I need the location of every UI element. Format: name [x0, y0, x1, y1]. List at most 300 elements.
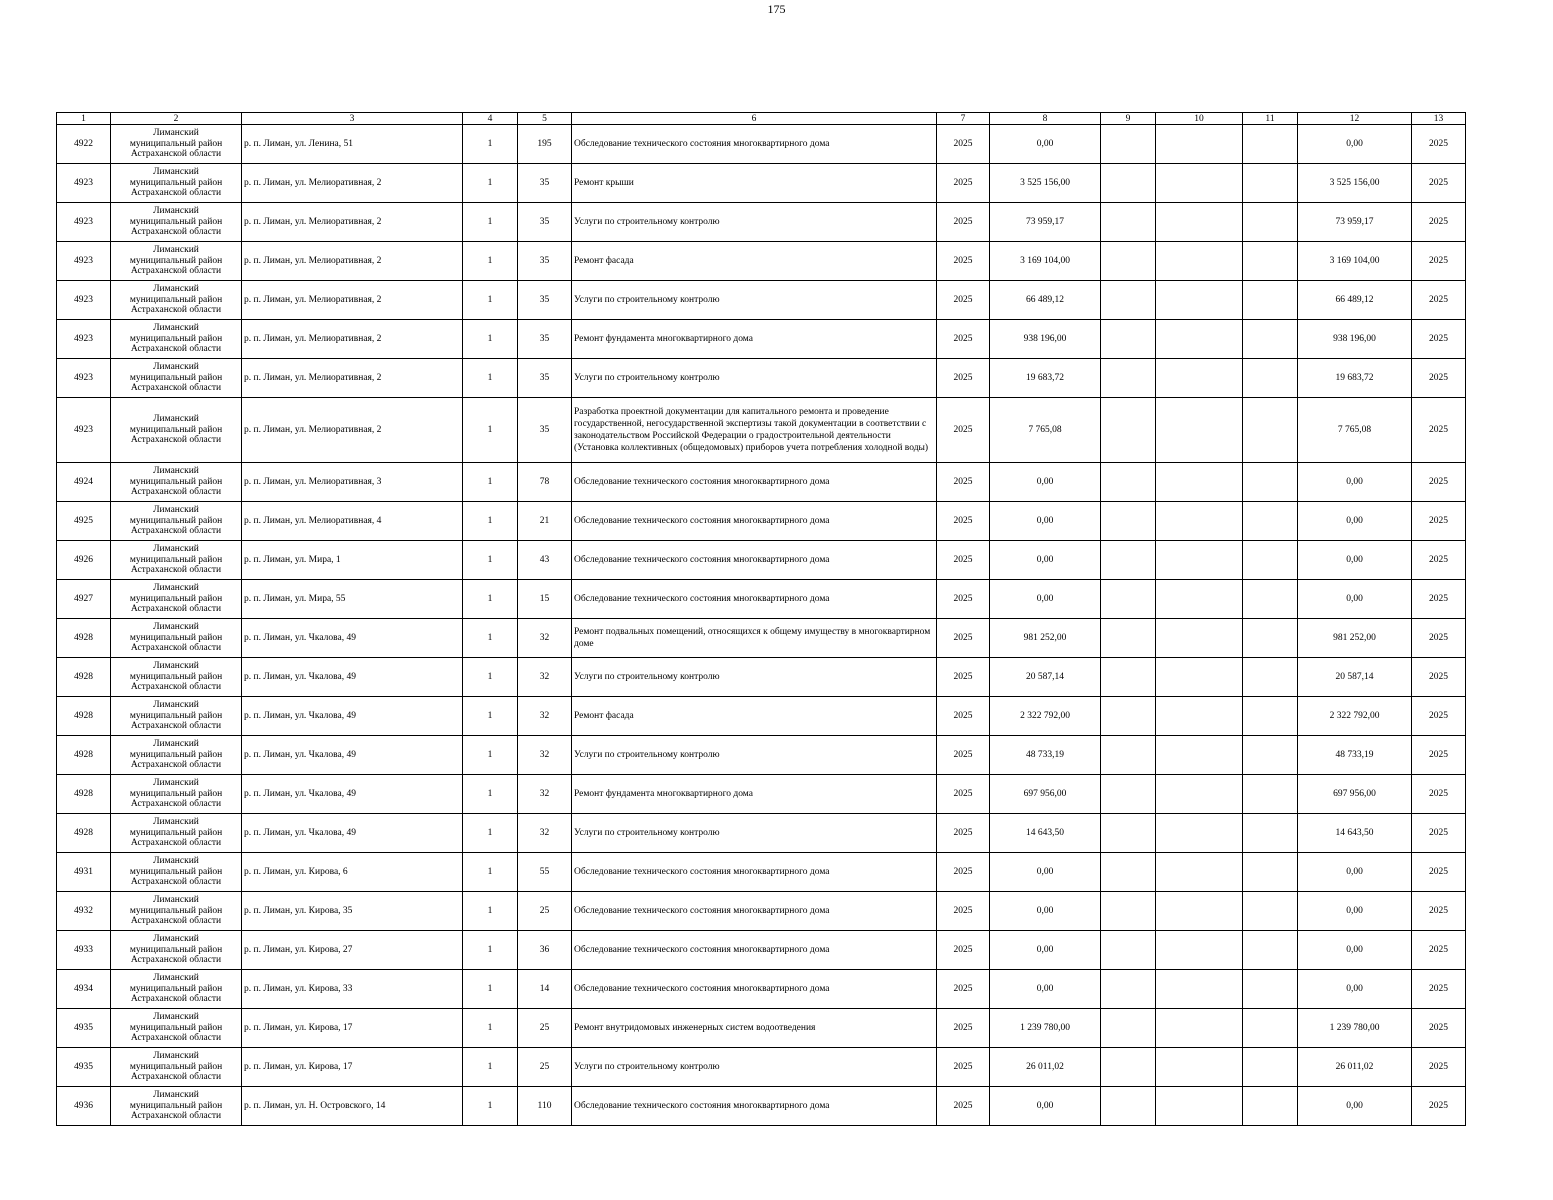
col11-cell	[1243, 242, 1298, 281]
total-cost-cell: 0,00	[990, 931, 1101, 970]
year-cell: 2025	[937, 853, 990, 892]
table-row	[57, 203, 1466, 242]
work-type-cell: Обследование технического состояния многоквартирного дома	[572, 931, 937, 970]
completion-year-cell: 2025	[1412, 398, 1466, 463]
record-number-cell: 4923	[57, 398, 111, 463]
col11-cell	[1243, 970, 1298, 1009]
col10-cell	[1156, 697, 1243, 736]
col10-cell	[1156, 502, 1243, 541]
total-cost-cell: 73 959,17	[990, 203, 1101, 242]
municipality-line: Лиманский	[153, 323, 199, 334]
municipality-line: муниципальный район	[129, 138, 223, 149]
municipality-cell	[111, 398, 242, 463]
municipality-line: Лиманский	[153, 414, 199, 425]
work-type-cell: Ремонт внутридомовых инженерных систем водоотведения	[572, 1009, 937, 1048]
address-cell: р. п. Лиман, ул. Кирова, 27	[242, 931, 463, 970]
municipality-line: Астраханской области	[130, 955, 222, 966]
total-cost-cell: 697 956,00	[990, 775, 1101, 814]
col10-cell	[1156, 1009, 1243, 1048]
building-count-cell: 1	[463, 320, 518, 359]
col10-cell	[1156, 853, 1243, 892]
municipality-line: муниципальный район	[129, 1100, 223, 1111]
col10-cell	[1156, 658, 1243, 697]
building-count-cell: 1	[463, 1087, 518, 1126]
completion-year-cell: 2025	[1412, 970, 1466, 1009]
municipality-cell	[111, 164, 242, 203]
address-cell: р. п. Лиман, ул. Мелиоративная, 2	[242, 242, 463, 281]
year-cell: 2025	[937, 697, 990, 736]
table-row	[57, 281, 1466, 320]
col10-cell	[1156, 736, 1243, 775]
address-cell: р. п. Лиман, ул. Мелиоративная, 2	[242, 281, 463, 320]
year-cell: 2025	[937, 658, 990, 697]
municipality-cell	[111, 580, 242, 619]
table-row	[57, 1087, 1466, 1126]
total-cost-cell: 19 683,72	[990, 359, 1101, 398]
col9-cell	[1101, 463, 1156, 502]
municipality-line: Астраханской области	[130, 305, 222, 316]
municipality-line: Астраханской области	[130, 838, 222, 849]
municipality-line: Астраханской области	[130, 227, 222, 238]
col10-cell	[1156, 359, 1243, 398]
municipality-line: муниципальный район	[129, 554, 223, 565]
col9-cell	[1101, 892, 1156, 931]
address-cell: р. п. Лиман, ул. Чкалова, 49	[242, 775, 463, 814]
owner-funds-cell: 0,00	[1298, 502, 1412, 541]
work-type-cell: Обследование технического состояния многоквартирного дома	[572, 541, 937, 580]
apartments-cell: 35	[518, 359, 572, 398]
col10-cell	[1156, 814, 1243, 853]
building-count-cell: 1	[463, 281, 518, 320]
building-count-cell: 1	[463, 658, 518, 697]
col11-cell	[1243, 502, 1298, 541]
municipality-line: Лиманский	[153, 934, 199, 945]
municipality-line: Лиманский	[153, 284, 199, 295]
completion-year-cell: 2025	[1412, 320, 1466, 359]
col9-cell	[1101, 775, 1156, 814]
completion-year-cell: 2025	[1412, 463, 1466, 502]
work-type-cell: Услуги по строительному контролю	[572, 203, 937, 242]
completion-year-cell: 2025	[1412, 697, 1466, 736]
municipality-cell	[111, 502, 242, 541]
col9-cell	[1101, 853, 1156, 892]
owner-funds-cell: 66 489,12	[1298, 281, 1412, 320]
municipality-cell	[111, 853, 242, 892]
municipality-line: Лиманский	[153, 206, 199, 217]
apartments-cell: 110	[518, 1087, 572, 1126]
col11-cell	[1243, 658, 1298, 697]
record-number-cell: 4928	[57, 697, 111, 736]
year-cell: 2025	[937, 320, 990, 359]
municipality-line: муниципальный район	[129, 294, 223, 305]
col11-cell	[1243, 736, 1298, 775]
record-number-cell: 4933	[57, 931, 111, 970]
address-cell: р. п. Лиман, ул. Мелиоративная, 4	[242, 502, 463, 541]
building-count-cell: 1	[463, 1048, 518, 1087]
owner-funds-cell: 73 959,17	[1298, 203, 1412, 242]
total-cost-cell: 0,00	[990, 1087, 1101, 1126]
municipality-line: Лиманский	[153, 466, 199, 477]
record-number-cell: 4935	[57, 1048, 111, 1087]
year-cell: 2025	[937, 281, 990, 320]
column-header: 7	[937, 113, 990, 125]
apartments-cell: 35	[518, 164, 572, 203]
municipality-line: муниципальный район	[129, 177, 223, 188]
municipality-line: муниципальный район	[129, 944, 223, 955]
col9-cell	[1101, 203, 1156, 242]
table-row	[57, 398, 1466, 463]
owner-funds-cell: 981 252,00	[1298, 619, 1412, 658]
municipality-cell	[111, 1087, 242, 1126]
municipality-line: муниципальный район	[129, 749, 223, 760]
apartments-cell: 35	[518, 242, 572, 281]
apartments-cell: 25	[518, 892, 572, 931]
table-row	[57, 1009, 1466, 1048]
completion-year-cell: 2025	[1412, 281, 1466, 320]
municipality-line: муниципальный район	[129, 983, 223, 994]
work-type-cell: Услуги по строительному контролю	[572, 658, 937, 697]
year-cell: 2025	[937, 398, 990, 463]
table-body	[57, 125, 1466, 1126]
municipality-line: Лиманский	[153, 700, 199, 711]
column-header: 1	[57, 113, 111, 125]
building-count-cell: 1	[463, 242, 518, 281]
address-cell: р. п. Лиман, ул. Кирова, 33	[242, 970, 463, 1009]
col9-cell	[1101, 619, 1156, 658]
completion-year-cell: 2025	[1412, 242, 1466, 281]
municipality-line: Лиманский	[153, 167, 199, 178]
owner-funds-cell: 14 643,50	[1298, 814, 1412, 853]
record-number-cell: 4928	[57, 619, 111, 658]
apartments-cell: 55	[518, 853, 572, 892]
col11-cell	[1243, 892, 1298, 931]
total-cost-cell: 0,00	[990, 541, 1101, 580]
total-cost-cell: 0,00	[990, 580, 1101, 619]
municipality-line: Астраханской области	[130, 604, 222, 615]
table-row	[57, 164, 1466, 203]
municipality-line: Лиманский	[153, 128, 199, 139]
year-cell: 2025	[937, 125, 990, 164]
work-type-cell: Ремонт фундамента многоквартирного дома	[572, 775, 937, 814]
owner-funds-cell: 7 765,08	[1298, 398, 1412, 463]
completion-year-cell: 2025	[1412, 1009, 1466, 1048]
municipality-cell	[111, 125, 242, 164]
year-cell: 2025	[937, 463, 990, 502]
municipality-line: Лиманский	[153, 895, 199, 906]
municipality-line: муниципальный район	[129, 593, 223, 604]
total-cost-cell: 2 322 792,00	[990, 697, 1101, 736]
record-number-cell: 4926	[57, 541, 111, 580]
column-header: 13	[1412, 113, 1466, 125]
municipality-line: муниципальный район	[129, 333, 223, 344]
column-header: 3	[242, 113, 463, 125]
municipality-line: Астраханской области	[130, 994, 222, 1005]
municipality-line: Астраханской области	[130, 383, 222, 394]
col9-cell	[1101, 931, 1156, 970]
apartments-cell: 35	[518, 203, 572, 242]
apartments-cell: 21	[518, 502, 572, 541]
municipality-cell	[111, 970, 242, 1009]
building-count-cell: 1	[463, 502, 518, 541]
completion-year-cell: 2025	[1412, 502, 1466, 541]
municipality-cell	[111, 359, 242, 398]
work-type-cell: Обследование технического состояния многоквартирного дома	[572, 970, 937, 1009]
municipality-line: Астраханской области	[130, 188, 222, 199]
apartments-cell: 32	[518, 658, 572, 697]
apartments-cell: 35	[518, 281, 572, 320]
municipality-line: Астраханской области	[130, 1111, 222, 1122]
municipality-line: Лиманский	[153, 817, 199, 828]
building-count-cell: 1	[463, 1009, 518, 1048]
work-type-cell: Ремонт фундамента многоквартирного дома	[572, 320, 937, 359]
capital-repair-table	[56, 112, 1466, 1126]
completion-year-cell: 2025	[1412, 814, 1466, 853]
col9-cell	[1101, 242, 1156, 281]
address-cell: р. п. Лиман, ул. Мелиоративная, 2	[242, 320, 463, 359]
col10-cell	[1156, 892, 1243, 931]
work-type-cell: Ремонт подвальных помещений, относящихся к общему имуществу в многоквартирном доме	[572, 619, 937, 658]
total-cost-cell: 14 643,50	[990, 814, 1101, 853]
year-cell: 2025	[937, 1048, 990, 1087]
apartments-cell: 32	[518, 775, 572, 814]
address-cell: р. п. Лиман, ул. Мелиоративная, 3	[242, 463, 463, 502]
table-row	[57, 658, 1466, 697]
col10-cell	[1156, 580, 1243, 619]
address-cell: р. п. Лиман, ул. Чкалова, 49	[242, 658, 463, 697]
col11-cell	[1243, 125, 1298, 164]
col9-cell	[1101, 541, 1156, 580]
year-cell: 2025	[937, 931, 990, 970]
apartments-cell: 35	[518, 398, 572, 463]
year-cell: 2025	[937, 892, 990, 931]
record-number-cell: 4931	[57, 853, 111, 892]
col9-cell	[1101, 502, 1156, 541]
building-count-cell: 1	[463, 814, 518, 853]
record-number-cell: 4936	[57, 1087, 111, 1126]
municipality-line: муниципальный район	[129, 788, 223, 799]
col9-cell	[1101, 580, 1156, 619]
column-header: 10	[1156, 113, 1243, 125]
address-cell: р. п. Лиман, ул. Чкалова, 49	[242, 697, 463, 736]
completion-year-cell: 2025	[1412, 736, 1466, 775]
table-row	[57, 463, 1466, 502]
column-header: 4	[463, 113, 518, 125]
table-row	[57, 580, 1466, 619]
col10-cell	[1156, 398, 1243, 463]
municipality-line: Астраханской области	[130, 266, 222, 277]
total-cost-cell: 20 587,14	[990, 658, 1101, 697]
record-number-cell: 4924	[57, 463, 111, 502]
municipality-line: Астраханской области	[130, 565, 222, 576]
municipality-line: Лиманский	[153, 1051, 199, 1062]
table-row	[57, 320, 1466, 359]
column-header: 8	[990, 113, 1101, 125]
municipality-cell	[111, 697, 242, 736]
municipality-line: муниципальный район	[129, 216, 223, 227]
year-cell: 2025	[937, 775, 990, 814]
table-row	[57, 619, 1466, 658]
apartments-cell: 32	[518, 619, 572, 658]
completion-year-cell: 2025	[1412, 359, 1466, 398]
municipality-line: муниципальный район	[129, 1061, 223, 1072]
completion-year-cell: 2025	[1412, 1087, 1466, 1126]
col10-cell	[1156, 125, 1243, 164]
municipality-line: Лиманский	[153, 778, 199, 789]
address-cell: р. п. Лиман, ул. Мира, 55	[242, 580, 463, 619]
municipality-cell	[111, 463, 242, 502]
total-cost-cell: 3 169 104,00	[990, 242, 1101, 281]
municipality-line: Лиманский	[153, 1090, 199, 1101]
record-number-cell: 4923	[57, 203, 111, 242]
year-cell: 2025	[937, 1087, 990, 1126]
total-cost-cell: 0,00	[990, 970, 1101, 1009]
owner-funds-cell: 3 169 104,00	[1298, 242, 1412, 281]
col11-cell	[1243, 931, 1298, 970]
col11-cell	[1243, 853, 1298, 892]
col11-cell	[1243, 164, 1298, 203]
address-cell: р. п. Лиман, ул. Кирова, 35	[242, 892, 463, 931]
year-cell: 2025	[937, 359, 990, 398]
building-count-cell: 1	[463, 164, 518, 203]
building-count-cell: 1	[463, 398, 518, 463]
table-row	[57, 814, 1466, 853]
address-cell: р. п. Лиман, ул. Н. Островского, 14	[242, 1087, 463, 1126]
column-header: 11	[1243, 113, 1298, 125]
building-count-cell: 1	[463, 931, 518, 970]
col10-cell	[1156, 164, 1243, 203]
record-number-cell: 4923	[57, 242, 111, 281]
completion-year-cell: 2025	[1412, 1048, 1466, 1087]
col11-cell	[1243, 1087, 1298, 1126]
col10-cell	[1156, 775, 1243, 814]
col10-cell	[1156, 619, 1243, 658]
owner-funds-cell: 1 239 780,00	[1298, 1009, 1412, 1048]
col11-cell	[1243, 320, 1298, 359]
municipality-cell	[111, 814, 242, 853]
col10-cell	[1156, 541, 1243, 580]
apartments-cell: 32	[518, 697, 572, 736]
owner-funds-cell: 0,00	[1298, 970, 1412, 1009]
work-type-cell: Обследование технического состояния многоквартирного дома	[572, 853, 937, 892]
municipality-line: муниципальный район	[129, 1022, 223, 1033]
address-cell: р. п. Лиман, ул. Мелиоративная, 2	[242, 359, 463, 398]
address-cell: р. п. Лиман, ул. Чкалова, 49	[242, 736, 463, 775]
municipality-cell	[111, 736, 242, 775]
address-cell: р. п. Лиман, ул. Чкалова, 49	[242, 814, 463, 853]
record-number-cell: 4932	[57, 892, 111, 931]
municipality-line: Астраханской области	[130, 344, 222, 355]
total-cost-cell: 66 489,12	[990, 281, 1101, 320]
completion-year-cell: 2025	[1412, 203, 1466, 242]
col11-cell	[1243, 1048, 1298, 1087]
col9-cell	[1101, 125, 1156, 164]
col9-cell	[1101, 359, 1156, 398]
col10-cell	[1156, 931, 1243, 970]
municipality-line: Лиманский	[153, 583, 199, 594]
address-cell: р. п. Лиман, ул. Мелиоративная, 2	[242, 164, 463, 203]
municipality-line: муниципальный район	[129, 827, 223, 838]
year-cell: 2025	[937, 164, 990, 203]
owner-funds-cell: 0,00	[1298, 125, 1412, 164]
total-cost-cell: 0,00	[990, 853, 1101, 892]
table-row	[57, 853, 1466, 892]
building-count-cell: 1	[463, 970, 518, 1009]
col11-cell	[1243, 580, 1298, 619]
municipality-line: Астраханской области	[130, 916, 222, 927]
apartments-cell: 15	[518, 580, 572, 619]
col10-cell	[1156, 242, 1243, 281]
total-cost-cell: 0,00	[990, 502, 1101, 541]
municipality-line: Лиманский	[153, 245, 199, 256]
owner-funds-cell: 48 733,19	[1298, 736, 1412, 775]
municipality-line: муниципальный район	[129, 476, 223, 487]
total-cost-cell: 0,00	[990, 463, 1101, 502]
owner-funds-cell: 0,00	[1298, 931, 1412, 970]
municipality-line: муниципальный район	[129, 515, 223, 526]
municipality-line: муниципальный район	[129, 866, 223, 877]
total-cost-cell: 3 525 156,00	[990, 164, 1101, 203]
column-header: 2	[111, 113, 242, 125]
apartments-cell: 32	[518, 814, 572, 853]
building-count-cell: 1	[463, 619, 518, 658]
municipality-cell	[111, 242, 242, 281]
municipality-cell	[111, 775, 242, 814]
table-row	[57, 359, 1466, 398]
col10-cell	[1156, 1048, 1243, 1087]
total-cost-cell: 26 011,02	[990, 1048, 1101, 1087]
building-count-cell: 1	[463, 853, 518, 892]
work-type-cell: Обследование технического состояния многоквартирного дома	[572, 502, 937, 541]
completion-year-cell: 2025	[1412, 164, 1466, 203]
table-row	[57, 502, 1466, 541]
address-cell: р. п. Лиман, ул. Мелиоративная, 2	[242, 203, 463, 242]
municipality-line: Лиманский	[153, 544, 199, 555]
municipality-line: муниципальный район	[129, 905, 223, 916]
municipality-line: Лиманский	[153, 856, 199, 867]
municipality-cell	[111, 1048, 242, 1087]
col11-cell	[1243, 281, 1298, 320]
municipality-cell	[111, 892, 242, 931]
building-count-cell: 1	[463, 736, 518, 775]
total-cost-cell: 0,00	[990, 125, 1101, 164]
municipality-line: муниципальный район	[129, 424, 223, 435]
owner-funds-cell: 0,00	[1298, 892, 1412, 931]
completion-year-cell: 2025	[1412, 658, 1466, 697]
header-row	[57, 113, 1466, 125]
apartments-cell: 25	[518, 1009, 572, 1048]
year-cell: 2025	[937, 502, 990, 541]
owner-funds-cell: 0,00	[1298, 463, 1412, 502]
owner-funds-cell: 0,00	[1298, 580, 1412, 619]
municipality-cell	[111, 931, 242, 970]
year-cell: 2025	[937, 580, 990, 619]
completion-year-cell: 2025	[1412, 892, 1466, 931]
record-number-cell: 4928	[57, 775, 111, 814]
table-row	[57, 970, 1466, 1009]
municipality-line: Астраханской области	[130, 1072, 222, 1083]
year-cell: 2025	[937, 541, 990, 580]
building-count-cell: 1	[463, 697, 518, 736]
address-cell: р. п. Лиман, ул. Кирова, 6	[242, 853, 463, 892]
col11-cell	[1243, 697, 1298, 736]
work-type-cell: Услуги по строительному контролю	[572, 814, 937, 853]
apartments-cell: 36	[518, 931, 572, 970]
col9-cell	[1101, 1048, 1156, 1087]
table-row	[57, 242, 1466, 281]
owner-funds-cell: 19 683,72	[1298, 359, 1412, 398]
column-header: 9	[1101, 113, 1156, 125]
work-type-cell: Обследование технического состояния многоквартирного дома	[572, 125, 937, 164]
